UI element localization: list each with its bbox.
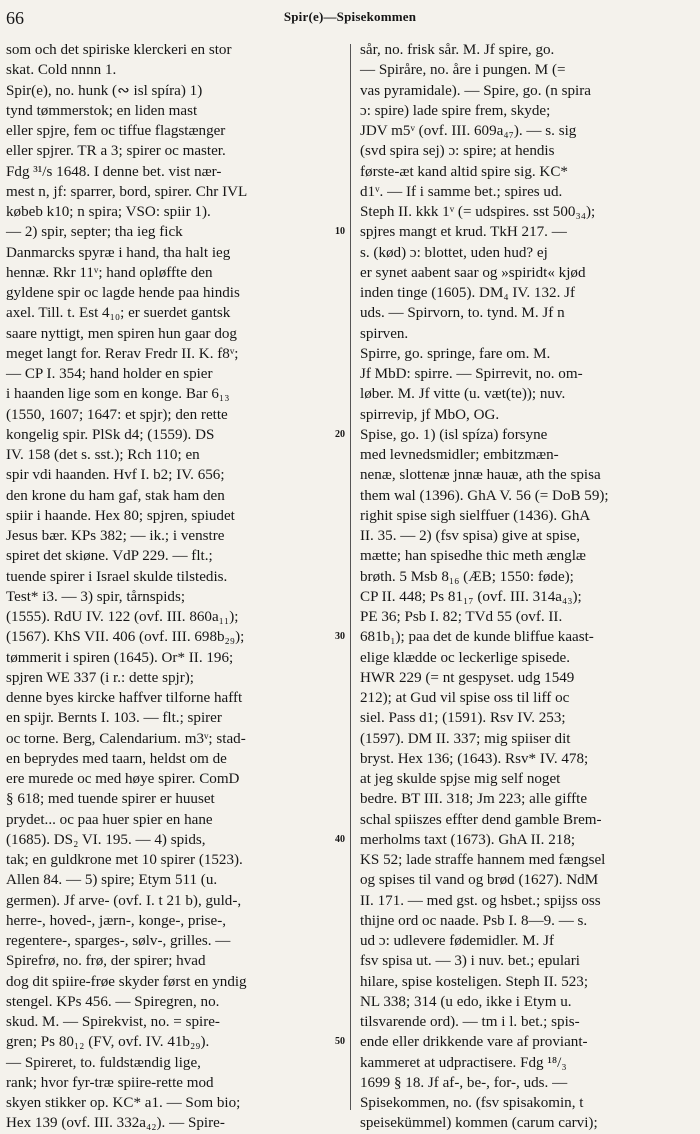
text-line: hennæ. Rkr 11ᵛ; hand opløffte den (6, 264, 213, 281)
line-number: 40 (335, 833, 345, 845)
text-line: II. 171. — med gst. og hsbet.; spijss oss (360, 892, 601, 909)
text-line: uds. — Spirvorn, to. tynd. M. Jf n (360, 305, 565, 322)
page-header (0, 0, 700, 34)
text-line: bryst. Hex 136; (1643). Rsv* IV. 478; (360, 750, 589, 767)
text-line: og spises til vand og brød (1627). NdM (360, 872, 599, 889)
text-line: — Spireret, to. fuldstændig lige, (6, 1054, 201, 1071)
text-line: Steph II. kkk 1ᵛ (= udspires. sst 500₃₄); (360, 204, 596, 220)
text-line: — CP I. 354; hand holder en spier (6, 366, 213, 382)
text-line: Spise, go. 1) (isl spíza) forsyne (360, 426, 548, 443)
text-line: spiret det skiøne. VdP 229. — flt.; (6, 548, 213, 565)
text-line: (svd spira sej) ɔ: spire; at hendis (360, 143, 555, 160)
line-number: 20 (335, 428, 345, 440)
text-line: første-æt kand altid spire sig. KC* (360, 163, 568, 180)
text-line: sår, no. frisk sår. M. Jf spire, go. (360, 42, 555, 58)
text-line: tynd tømmerstok; en liden mast (6, 102, 198, 119)
text-line: som och det spiriske klerckeri en stor (6, 42, 232, 58)
text-line: skat. Cold nnnn 1. (6, 62, 117, 79)
text-line: siel. Pass d1; (1591). Rsv IV. 253; (360, 710, 566, 727)
text-line: d1ᵛ. — If i samme bet.; spires ud. (360, 183, 563, 200)
text-line: germen). Jf arve- (ovf. I. t 21 b), guld-, (6, 892, 242, 909)
text-line: 212); at Gud vil spise oss til liff oc (360, 690, 570, 706)
text-line: schal spiiszes effter dend gamble Brem- (360, 811, 602, 828)
text-line: hilare, spise kosteligen. Steph II. 523; (360, 973, 589, 990)
text-line: them wal (1396). GhA V. 56 (= DoB 59); (360, 487, 609, 504)
text-line: inden tinge (1605). DM₄ IV. 132. Jf (360, 285, 576, 301)
text-line: tilsvarende ord). — tm i l. bet.; spis- (360, 1014, 580, 1030)
text-line: tak; en guldkrone met 10 spirer (1523). (6, 852, 243, 868)
text-line: ud ɔ: udlevere fødemidler. M. Jf (360, 933, 555, 949)
text-line: Danmarcks spyræ i hand, tha halt ieg (6, 244, 231, 261)
text-line: kammeret at udpractisere. Fdg ¹⁸/₃ (360, 1054, 567, 1071)
text-line: spjres mangt et krud. TkH 217. — (360, 224, 567, 241)
text-line: fsv spisa ut. — 3) i nuv. bet.; epulari (360, 953, 580, 970)
text-line: Spirefrø, no. frø, der spirer; hvad (6, 953, 206, 970)
text-line: spiir i haande. Hex 80; spjren, spiudet (6, 507, 235, 524)
running-head: Spir(e)—Spisekommen (283, 9, 417, 24)
text-line: mest n, jf: sparrer, bord, spirer. Chr IVL (6, 183, 248, 200)
text-line: meget langt for. Rerav Fredr II. K. f8ᵛ; (6, 345, 239, 362)
text-line: Test* i3. — 3) spir, tårnspids; (6, 588, 186, 605)
text-line: Allen 84. — 5) spire; Etym 511 (u. (6, 872, 218, 889)
text-line: Jf MbD: spirre. — Spirrevit, no. om- (360, 366, 583, 382)
text-line: ende eller drikkende vare af proviant- (360, 1034, 588, 1051)
text-line: gren; Ps 80₁₂ (FV, ovf. IV. 41b₂₉). (6, 1034, 210, 1051)
text-line: spirrevip, jf MbO, OG. (360, 406, 500, 423)
text-line: — Spiråre, no. åre i pungen. M (= (360, 62, 566, 79)
text-line: (1685). DS₂ VI. 195. — 4) spids, (6, 831, 206, 848)
text-line: merholms taxt (1673). GhA II. 218; (360, 831, 576, 848)
text-line: brøth. 5 Msb 8₁₆ (ÆB; 1550: føde); (360, 568, 574, 585)
text-line: gyldene spir oc lagde hende paa hindis (6, 285, 240, 301)
text-line: stengel. KPs 456. — Spiregren, no. (6, 993, 220, 1010)
text-line: § 618; med tuende spirer er huuset (6, 791, 215, 808)
text-line: skud. M. — Spirekvist, no. = spire- (6, 1014, 220, 1030)
text-line: i haanden lige som en konge. Bar 6₁₃ (6, 386, 230, 403)
text-line: JDV m5ᵛ (ovf. III. 609a₄₇). — s. sig (360, 123, 577, 139)
text-line: en beprydes med taarn, heldst om de (6, 750, 227, 767)
page-number: 66 (6, 8, 24, 28)
text-line: mætte; han spisedhe thic meth ænglæ (360, 548, 586, 565)
right-column (360, 40, 696, 1134)
text-line: ere murede oc med høye spirer. ComD (6, 771, 240, 787)
text-line: Spisekommen, no. (fsv spisakomin, t (360, 1095, 584, 1111)
text-line: oc torne. Berg, Calendarium. m3ᵛ; stad- (6, 730, 246, 747)
text-line: eller spjre, fem oc tiffue flagstænger (6, 123, 226, 139)
text-line: er synet aabent saar og »spiridt« kjød (360, 264, 586, 281)
text-line: (1597). DM II. 337; mig spiiser dit (360, 730, 571, 747)
text-line: II. 35. — 2) (fsv spisa) give at spise, (360, 528, 581, 544)
line-number: 30 (335, 631, 345, 643)
text-line: løber. M. Jf vitte (u. væt(te)); nuv. (360, 386, 566, 403)
text-line: righit spise sigh sielffuer (1436). GhA (360, 507, 591, 524)
text-line: IV. 158 (det s. sst.); Rch 110; en (6, 447, 200, 463)
text-line: spir vdi haanden. Hvf I. b2; IV. 656; (6, 467, 225, 484)
text-line: KS 52; lade straffe hannem med fængsel (360, 852, 606, 868)
text-line: dog dit spiire-frøe skyder først en yndig (6, 973, 247, 990)
text-line: tuende spirer i Israel skulde tilstedis. (6, 568, 228, 585)
text-line: eller spjrer. TR a 3; spirer oc master. (6, 143, 226, 160)
text-line: tømmerit i spiren (1645). Or* II. 196; (6, 649, 234, 666)
text-line: bedre. BT III. 318; Jm 223; alle giffte (360, 791, 588, 808)
text-line: elige klædde oc leckerlige spisede. (360, 649, 570, 666)
text-line: — 2) spir, septer; tha ieg fick (6, 224, 183, 241)
text-line: (1567). KhS VII. 406 (ovf. III. 698b₂₉); (6, 629, 245, 646)
text-line: s. (kød) ɔ: blottet, uden hud? ej (360, 244, 548, 261)
line-number: 50 (335, 1036, 345, 1048)
text-line: Fdg ³¹/s 1648. I denne bet. vist nær- (6, 163, 222, 180)
left-column (6, 40, 336, 1134)
text-line: en spijr. Bernts I. 103. — flt.; spirer (6, 710, 222, 727)
text-line: nenæ, slottenæ jnnæ hauæ, ath the spisa (360, 467, 601, 484)
text-line: spjren WE 337 (i r.: dette spjr); (6, 669, 194, 686)
text-line: spirven. (360, 325, 409, 342)
text-line: 1699 § 18. Jf af-, be-, for-, uds. — (360, 1074, 568, 1091)
text-line: axel. Till. t. Est 4₁₀; er suerdet gantsk (6, 305, 231, 322)
text-line: CP II. 448; Ps 81₁₇ (ovf. III. 314a₄₃); (360, 588, 582, 605)
text-line: kongelig spir. PlSk d4; (1559). DS (6, 426, 215, 443)
text-line: Spirre, go. springe, fare om. M. (360, 345, 551, 362)
text-line: købeb k10; n spira; VSO: spiir 1). (6, 204, 211, 220)
text-line: NL 338; 314 (u edo, ikke i Etym u. (360, 993, 572, 1010)
text-line: (1550, 1607; 1647: et spjr); den rette (6, 406, 228, 423)
text-line: Jesus bær. KPs 382; — ik.; i venstre (6, 528, 225, 544)
text-line: Spir(e), no. hunk (∾ isl spíra) 1) (6, 82, 203, 99)
text-line: prydet... oc paa huer spier en hane (6, 811, 213, 828)
text-line: den krone du ham gaf, stak ham den (6, 487, 225, 504)
text-line: ɔ: spire) lade spire frem, skyde; (360, 102, 551, 119)
text-line: skyen stikker op. KC* a1. — Som bio; (6, 1095, 241, 1111)
text-line: HWR 229 (= nt gespyset. udg 1549 (360, 669, 575, 686)
text-line: 681b₁); paa det de kunde bliffue kaast- (360, 629, 594, 646)
text-line: thijne ord oc naade. Psb I. 8—9. — s. (360, 912, 588, 929)
line-number: 10 (335, 226, 345, 238)
text-line: saare nyttigt, men spiren hun gaar dog (6, 325, 237, 342)
text-line: Hex 139 (ovf. III. 332a₄₂). — Spire- (6, 1115, 225, 1132)
text-line: speisekümmel) kommen (carum carvi); (360, 1115, 598, 1132)
text-line: PE 36; Psb I. 82; TVd 55 (ovf. II. (360, 609, 563, 625)
text-line: med levnedsmidler; embitzmæn- (360, 447, 559, 463)
text-line: vas pyramidale). — Spire, go. (n spira (360, 82, 591, 99)
text-line: denne byes kircke haffver tilforne hafft (6, 690, 243, 706)
text-line: at jeg skulde spjse mig self noget (360, 771, 561, 787)
text-line: regentere-, sparges-, sølv-, grilles. — (6, 933, 231, 949)
text-line: herre-, hoved-, jærn-, konge-, prise-, (6, 912, 227, 929)
text-line: rank; hvor fyr-træ spiire-rette mod (6, 1074, 214, 1091)
text-line: (1555). RdU IV. 122 (ovf. III. 860a₁₁); (6, 609, 239, 625)
column-divider (350, 44, 351, 1110)
